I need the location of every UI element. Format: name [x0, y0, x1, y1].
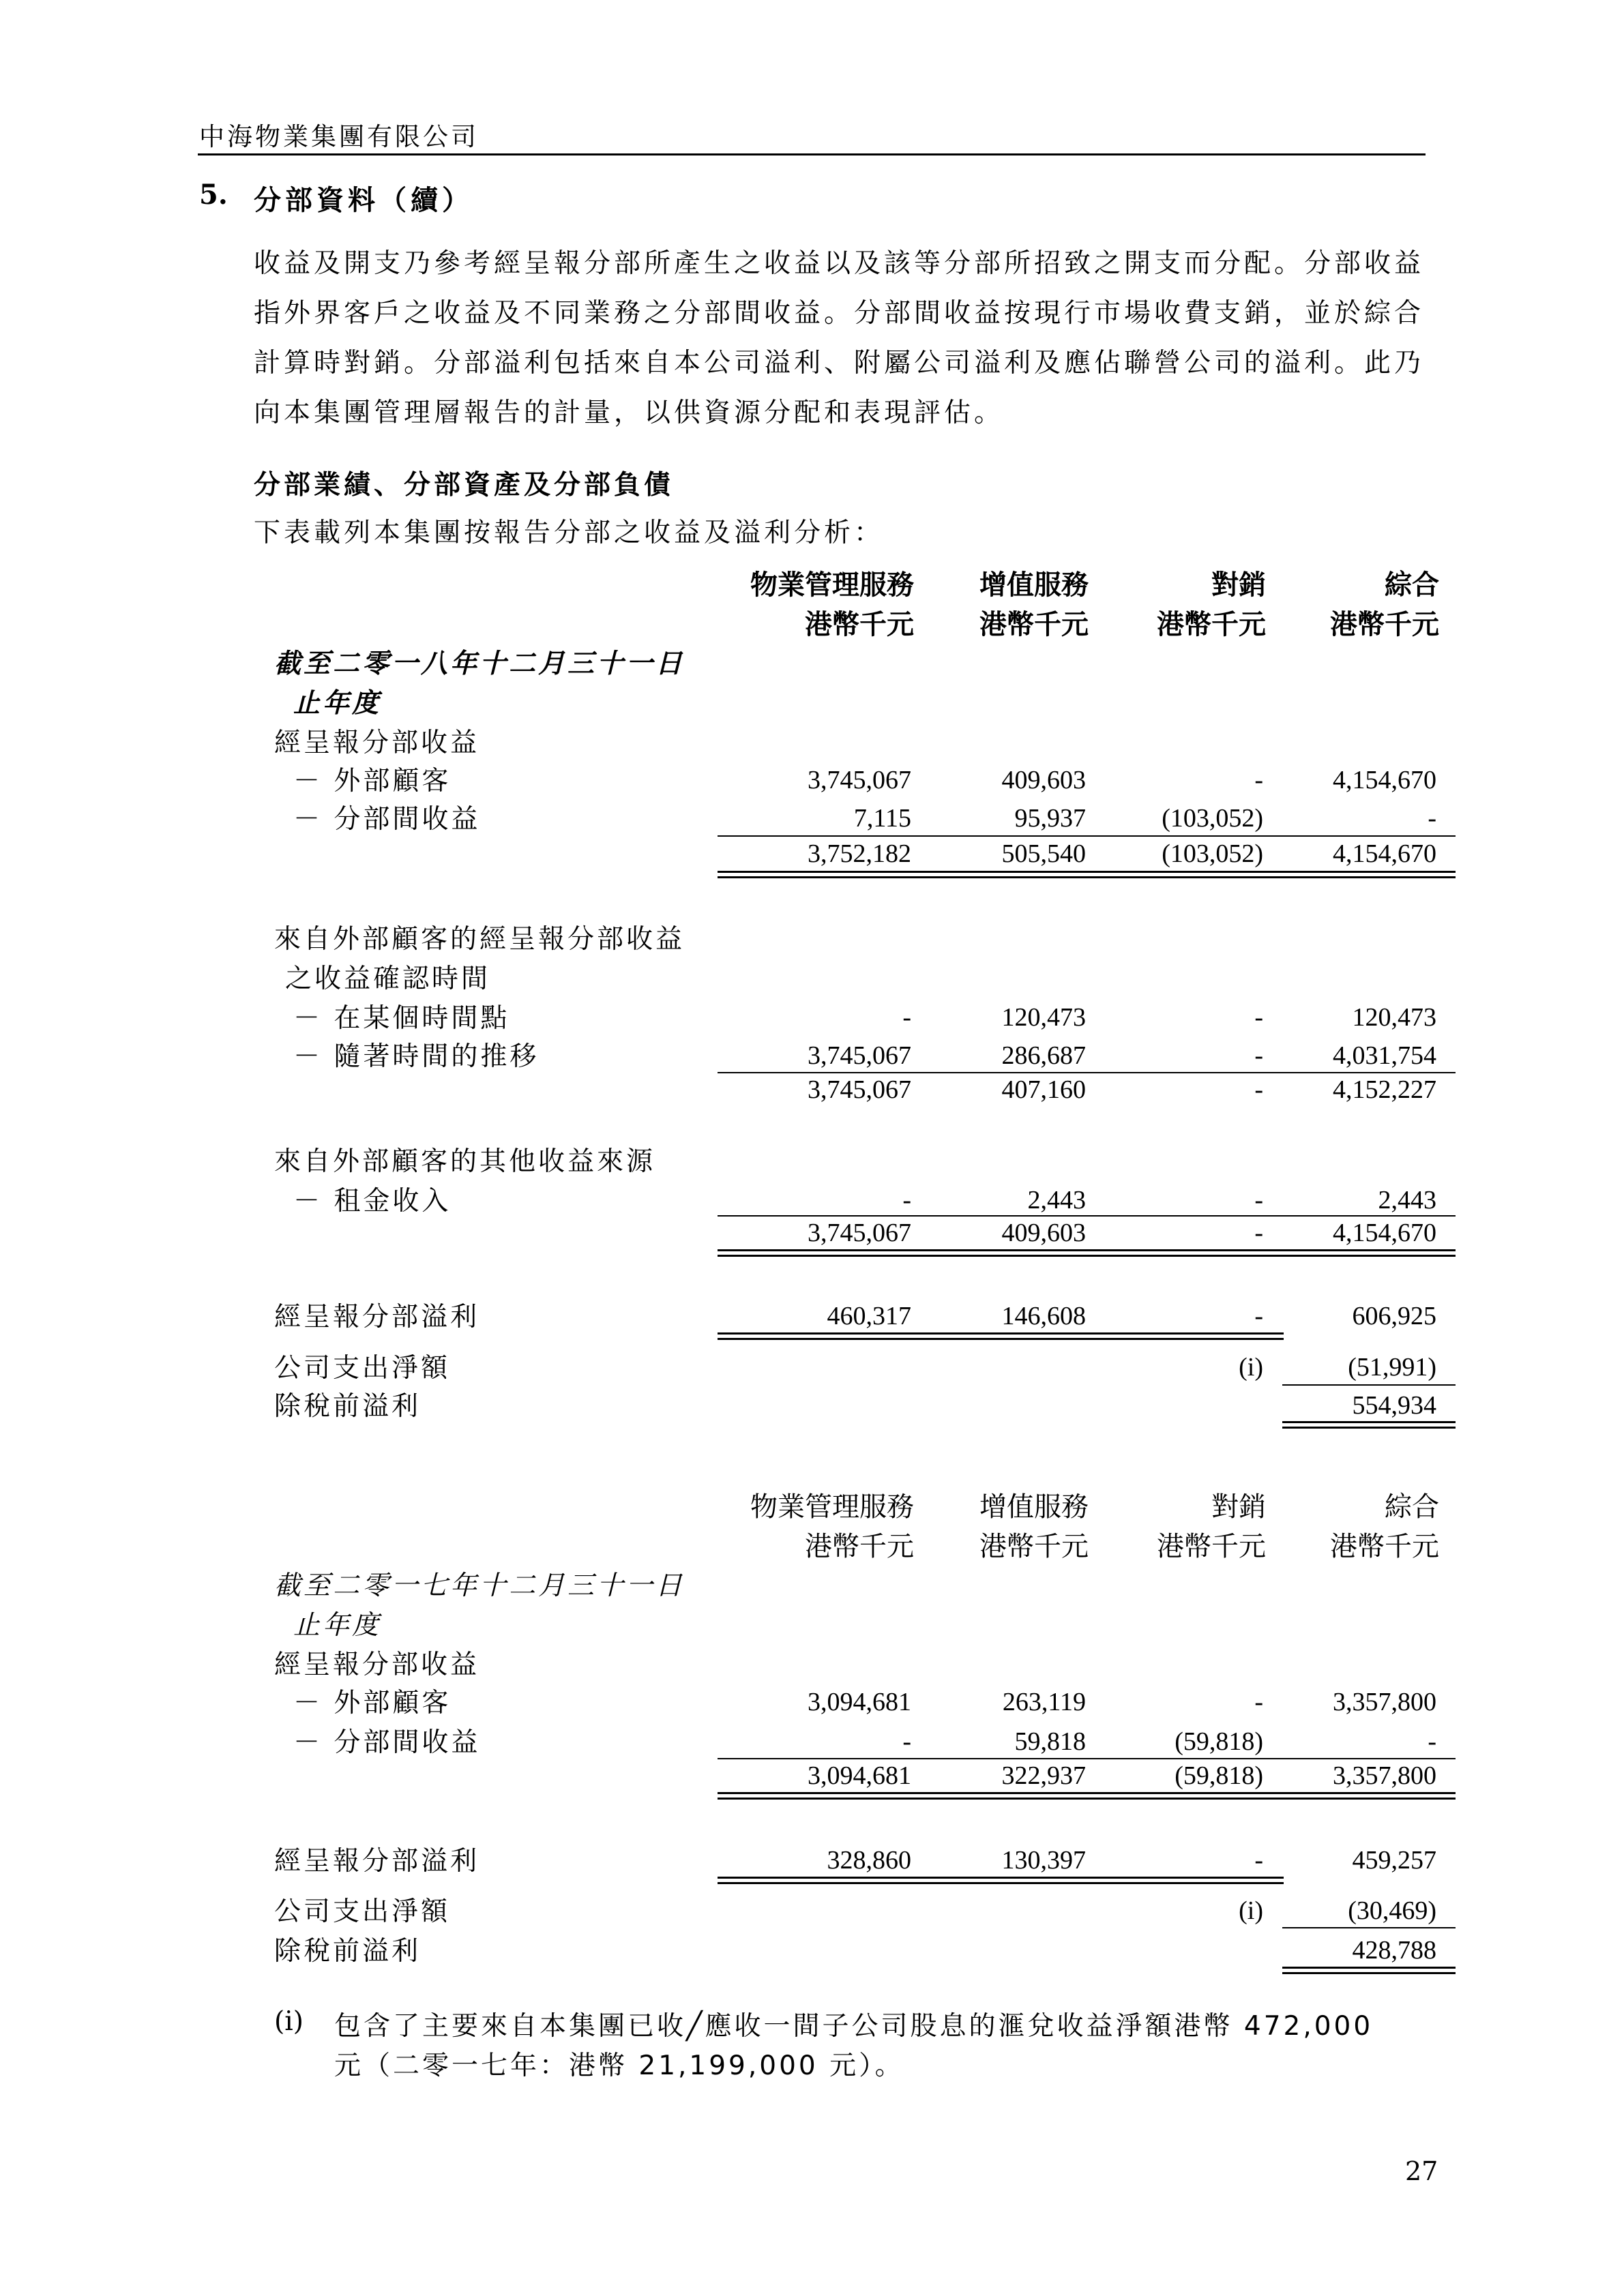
cell-total: 4,154,670	[1333, 839, 1436, 868]
double-rule	[718, 876, 1456, 878]
cell-total: 554,934	[1352, 1391, 1436, 1420]
header-rule	[198, 153, 1426, 155]
subheading: 分部業績、分部資產及分部負債	[254, 470, 675, 501]
cell: -	[902, 1727, 911, 1756]
row-heading-other-sources: 來自外部顧客的其他收益來源	[274, 1146, 656, 1177]
col-header-property-mgmt: 物業管理服務	[750, 1491, 914, 1523]
double-rule	[718, 1798, 1456, 1800]
col-header-elimination: 對銷	[1211, 1491, 1266, 1523]
col-unit: 港幣千元	[1157, 1531, 1266, 1562]
cell: 4,154,670	[1333, 766, 1436, 794]
cell: 606,925	[1352, 1302, 1436, 1330]
cell: 59,818	[1014, 1727, 1086, 1756]
section-number: 5.	[199, 179, 228, 211]
cell: -	[1254, 1846, 1263, 1875]
period-label-cont: 止年度	[293, 688, 382, 719]
row-label-intersegment: － 分部間收益	[293, 1727, 481, 1758]
cell-total: 3,745,067	[808, 1075, 911, 1104]
double-rule	[1282, 1421, 1456, 1423]
row-label-profit-before-tax: 除稅前溢利	[274, 1936, 422, 1967]
intro-line: 向本集團管理層報告的計量，以供資源分配和表現評估。	[254, 398, 1005, 428]
col-header-value-added: 增值服務	[979, 569, 1089, 601]
cell: 2,443	[1027, 1186, 1086, 1214]
cell: -	[1254, 766, 1263, 794]
section-title: 分部資料（續）	[254, 185, 473, 216]
footnote-marker: (i)	[274, 2006, 304, 2037]
cell: 459,257	[1352, 1846, 1436, 1875]
cell: (103,052)	[1162, 804, 1263, 833]
cell: 2,443	[1378, 1186, 1436, 1214]
col-unit: 港幣千元	[979, 609, 1089, 640]
page-number: 27	[1405, 2156, 1438, 2186]
cell: 130,397	[1001, 1846, 1086, 1875]
intro-paragraph	[254, 239, 1424, 438]
double-rule	[1282, 1427, 1456, 1429]
row-label-segment-profit: 經呈報分部溢利	[274, 1846, 480, 1877]
cell: -	[1254, 1041, 1263, 1070]
period-label: 截至二零一八年十二月三十一日	[274, 648, 685, 679]
col-unit: 港幣千元	[805, 609, 914, 640]
cell: 146,608	[1001, 1302, 1086, 1330]
cell: (51,991)	[1348, 1353, 1436, 1382]
double-rule	[718, 1249, 1456, 1251]
col-header-value-added: 增值服務	[979, 1491, 1089, 1523]
cell: 409,603	[1001, 766, 1086, 794]
row-label-over-time: － 隨著時間的推移	[293, 1041, 540, 1072]
col-unit: 港幣千元	[1330, 1531, 1439, 1562]
double-rule	[718, 1255, 1456, 1257]
cell: -	[1428, 1727, 1436, 1756]
table-rule	[718, 1215, 1456, 1217]
cell: -	[1254, 1302, 1263, 1330]
intro-line: 收益及開支乃參考經呈報分部所產生之收益以及該等分部所招致之開支而分配。分部收益	[254, 248, 1425, 279]
cell-total: 3,357,800	[1333, 1761, 1436, 1790]
intro-line: 指外界客戶之收益及不同業務之分部間收益。分部間收益按現行市場收費支銷，並於綜合	[254, 298, 1425, 329]
double-rule	[718, 1338, 1284, 1340]
row-label-corporate-expenses: 公司支出淨額	[274, 1353, 451, 1384]
col-unit: 港幣千元	[1330, 609, 1439, 640]
cell-total: -	[1254, 1075, 1263, 1104]
table-rule	[718, 1758, 1456, 1759]
double-rule	[718, 1882, 1284, 1884]
table-rule	[718, 835, 1456, 837]
cell: -	[902, 1003, 911, 1032]
note-ref: (i)	[1239, 1353, 1263, 1382]
cell-total: 4,154,670	[1333, 1219, 1436, 1247]
double-rule	[1282, 1972, 1456, 1974]
cell-total: 4,152,227	[1333, 1075, 1436, 1104]
period-label: 截至二零一七年十二月三十一日	[274, 1570, 685, 1601]
cell: (30,469)	[1348, 1896, 1436, 1925]
double-rule	[718, 1332, 1284, 1335]
cell-total: 322,937	[1001, 1761, 1086, 1790]
row-label-external: － 外部顧客	[293, 1688, 452, 1718]
row-heading-segment-revenue: 經呈報分部收益	[274, 728, 480, 758]
note-ref: (i)	[1239, 1896, 1263, 1925]
col-unit: 港幣千元	[1157, 609, 1266, 640]
cell: -	[902, 1186, 911, 1214]
cell: 120,473	[1352, 1003, 1436, 1032]
double-rule	[718, 871, 1456, 873]
double-rule	[718, 1792, 1456, 1794]
table-rule	[718, 1072, 1456, 1073]
row-label-external: － 外部顧客	[293, 766, 452, 796]
footnote-line: 包含了主要來自本集團已收╱應收一間子公司股息的滙兌收益淨額港幣 472,000	[334, 2011, 1374, 2042]
cell-total: 407,160	[1001, 1075, 1086, 1104]
cell-total: (103,052)	[1162, 839, 1263, 868]
company-header: 中海物業集團有限公司	[199, 122, 479, 151]
cell: 328,860	[827, 1846, 911, 1875]
cell: 460,317	[827, 1302, 911, 1330]
cell: 4,031,754	[1333, 1041, 1436, 1070]
cell-total: 3,094,681	[808, 1761, 911, 1790]
row-label-corporate-expenses: 公司支出淨額	[274, 1896, 451, 1927]
cell: -	[1254, 1003, 1263, 1032]
cell-total: (59,818)	[1175, 1761, 1263, 1790]
intro-line: 計算時對銷。分部溢利包括來自本公司溢利、附屬公司溢利及應佔聯營公司的溢利。此乃	[254, 348, 1425, 378]
row-label-point-in-time: － 在某個時間點	[293, 1003, 510, 1034]
cell: 3,094,681	[808, 1688, 911, 1716]
cell: -	[1428, 804, 1436, 833]
cell: 286,687	[1001, 1041, 1086, 1070]
col-unit: 港幣千元	[805, 1531, 914, 1562]
col-header-elimination: 對銷	[1211, 569, 1266, 601]
double-rule	[718, 1877, 1284, 1879]
cell-total: 409,603	[1001, 1219, 1086, 1247]
double-rule	[1282, 1967, 1456, 1969]
cell-total: 505,540	[1001, 839, 1086, 868]
cell: 120,473	[1001, 1003, 1086, 1032]
cell-total: 3,752,182	[808, 839, 911, 868]
row-label-segment-profit: 經呈報分部溢利	[274, 1302, 480, 1332]
cell: 3,357,800	[1333, 1688, 1436, 1716]
cell: -	[1254, 1688, 1263, 1716]
row-heading-segment-revenue: 經呈報分部收益	[274, 1650, 480, 1680]
col-header-consolidated: 綜合	[1385, 1491, 1439, 1523]
cell-total: -	[1254, 1219, 1263, 1247]
col-unit: 港幣千元	[979, 1531, 1089, 1562]
cell: 7,115	[853, 804, 911, 833]
table-rule	[1282, 1927, 1456, 1928]
cell: 3,745,067	[808, 1041, 911, 1070]
row-label-intersegment: － 分部間收益	[293, 804, 481, 835]
col-header-property-mgmt: 物業管理服務	[750, 569, 914, 601]
cell: 95,937	[1014, 804, 1086, 833]
row-label-profit-before-tax: 除稅前溢利	[274, 1391, 422, 1422]
cell: 3,745,067	[808, 766, 911, 794]
cell: 263,119	[1002, 1688, 1086, 1716]
table-rule	[1282, 1384, 1456, 1386]
col-header-consolidated: 綜合	[1385, 569, 1439, 601]
footnote-line: 元（二零一七年：港幣 21,199,000 元）。	[334, 2051, 904, 2081]
cell: -	[1254, 1186, 1263, 1214]
row-heading-timing: 來自外部顧客的經呈報分部收益	[274, 924, 685, 955]
row-label-rental: － 租金收入	[293, 1186, 452, 1217]
cell: (59,818)	[1175, 1727, 1263, 1756]
row-heading-timing-cont: 之收益確認時間	[285, 964, 491, 994]
cell-total: 3,745,067	[808, 1219, 911, 1247]
cell-total: 428,788	[1352, 1936, 1436, 1965]
period-label-cont: 止年度	[293, 1610, 382, 1641]
table-intro: 下表載列本集團按報告分部之收益及溢利分析：	[254, 518, 885, 548]
